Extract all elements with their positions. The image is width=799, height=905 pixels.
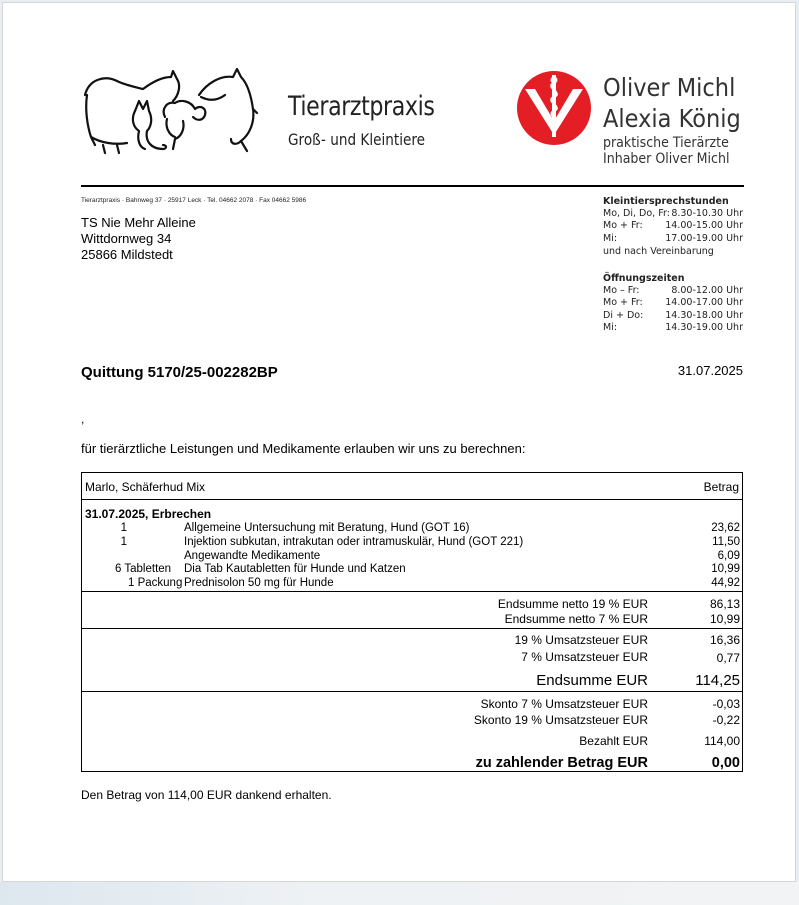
header-divider [81, 185, 744, 187]
discount-7-value: -0,03 [712, 697, 740, 711]
doctor-name-2: Alexia König [603, 104, 741, 133]
discount-7-label: Skonto 7 % Umsatzsteuer EUR [480, 697, 648, 711]
salutation: , [81, 412, 85, 426]
total-label: Endsumme EUR [536, 672, 648, 689]
recipient-city: 25866 Mildstedt [81, 247, 173, 262]
paid-label: Bezahlt EUR [579, 734, 648, 748]
amount-due-label: zu zahlender Betrag EUR [475, 755, 648, 771]
recipient-name: TS Nie Mehr Alleine [81, 215, 196, 230]
hours-row: Mo + Fr: 14.00-17.00 Uhr [603, 297, 743, 309]
consultation-hours-title: Kleintiersprechstunden [603, 196, 729, 207]
praxis-subtitle: Groß- und Kleintiere [288, 130, 425, 149]
item-amount: 6,09 [717, 550, 740, 562]
item-amount: 23,62 [711, 522, 740, 534]
intro-text: für tierärztliche Leistungen und Medikamente erlauben wir uns zu berechnen: [81, 441, 526, 456]
paid-value: 114,00 [704, 734, 740, 748]
table-divider [82, 591, 742, 592]
item-amount: 11,50 [712, 536, 740, 548]
opening-hours [603, 273, 743, 334]
payment-confirmation: Den Betrag von 114,00 EUR dankend erhalten. [81, 788, 332, 802]
hours-row: Mo, Di, Do, Fr: 8.30-10.30 Uhr [603, 208, 743, 219]
hours-row: Mo – Fr: 8.00-12.00 Uhr [603, 285, 743, 296]
item-description: Dia Tab Kautabletten für Hunde und Katzen [184, 563, 406, 575]
item-description: Angewandte Medikamente [184, 550, 321, 562]
item-quantity: 6 Tabletten [115, 563, 172, 575]
hours-row: Di + Do: 14.30-18.00 Uhr [603, 309, 743, 321]
item-description: Allgemeine Untersuchung mit Beratung, Hund (GOT 16) [184, 522, 470, 534]
vat-7-value: 0,77 [716, 651, 740, 665]
table-divider [82, 691, 742, 692]
amount-header: Betrag [703, 480, 739, 494]
recipient-street: Wittdornweg 34 [81, 231, 172, 246]
netto-19-label: Endsumme netto 19 % EUR [497, 597, 648, 611]
item-quantity: 1 Packung [128, 577, 183, 589]
hours-note: und nach Vereinbarung [603, 245, 714, 257]
item-description: Prednisolon 50 mg für Hunde [184, 577, 334, 589]
netto-19-value: 86,13 [709, 597, 740, 611]
consultation-hours [603, 196, 743, 258]
receipt-title: Quittung 5170/25-002282BP [81, 364, 278, 381]
item-quantity: 1 [120, 536, 127, 548]
item-quantity: 1 [120, 522, 127, 534]
practice-owner: Inhaber Oliver Michl [603, 151, 730, 167]
receipt-date: 31.07.2025 [677, 363, 743, 378]
praxis-name: Tierarztpraxis [288, 91, 435, 122]
discount-19-label: Skonto 19 % Umsatzsteuer EUR [473, 713, 648, 727]
animals-logo-icon [81, 65, 261, 157]
netto-7-value: 10,99 [709, 612, 740, 626]
netto-7-label: Endsumme netto 7 % EUR [504, 612, 648, 626]
opening-hours-title: Öffnungszeiten [603, 273, 685, 284]
hours-row: Mo + Fr: 14.00-15.00 Uhr [603, 220, 743, 232]
item-amount: 44,92 [711, 577, 740, 589]
visit-heading: 31.07.2025, Erbrechen [85, 507, 212, 521]
vet-caduceus-logo-icon [515, 69, 593, 147]
table-divider [82, 628, 742, 629]
discount-19-value: -0,22 [712, 713, 740, 727]
viewer-background [0, 882, 799, 905]
vat-7-label: 7 % Umsatzsteuer EUR [521, 650, 648, 664]
invoice-table [81, 472, 743, 772]
total-value: 114,25 [695, 672, 740, 689]
recipient-address [81, 215, 196, 263]
hours-row: Mi: 17.00-19.00 Uhr [603, 232, 743, 244]
receipt-page [2, 2, 796, 882]
patient-name: Marlo, Schäferhud Mix [85, 480, 206, 494]
table-divider [82, 499, 742, 500]
sender-address-line: Tierarztpraxis · Bahnweg 37 · 25917 Leck · Tel. 04662 2078 · Fax 04662 5986 [81, 197, 307, 204]
amount-due-value: 0,00 [711, 755, 740, 771]
item-description: Injektion subkutan, intrakutan oder intramuskulär, Hund (GOT 221) [184, 536, 524, 548]
doctor-name-1: Oliver Michl [603, 73, 736, 102]
vat-19-value: 16,36 [709, 633, 740, 647]
item-amount: 10,99 [711, 563, 740, 575]
doctor-role: praktische Tierärzte [603, 135, 729, 151]
hours-row: Mi: 14.30-19.00 Uhr [603, 321, 743, 333]
vat-19-label: 19 % Umsatzsteuer EUR [514, 633, 648, 647]
